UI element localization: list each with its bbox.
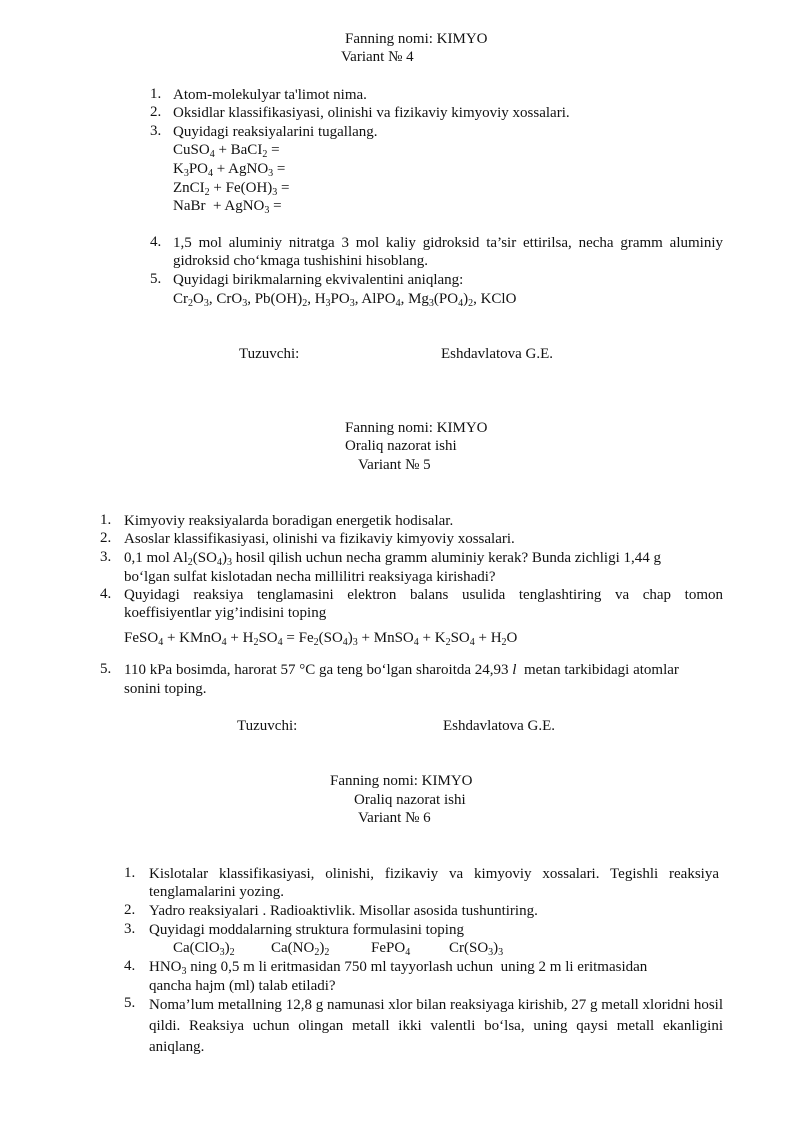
v5-exam-type: Oraliq nazorat ishi [345, 438, 457, 454]
v5-q5-line1: 110 kPa bosimda, harorat 57 °C ga teng bo‘lgan sharoitda 24,93 l metan tarkibidagi atomlar [124, 662, 679, 678]
v6-num-5: 5. [124, 995, 136, 1011]
v4-compounds: $Cr_2O_3$, CrO$_3$, $Pb(OH)_2$, $H_3PO_3$, AlPO$_4$, $Mg_3(PO_4)_2$, KClO [173, 291, 517, 309]
v5-compiler-name: Eshdavlatova G.E. [443, 718, 556, 734]
v4-compiler-name: Eshdavlatova G.E. [441, 346, 554, 362]
v6-q2: Yadro reaksiyalari . Radioaktivlik. Misollar asosida tushuntiring. [149, 903, 538, 919]
v4-q4: 1,5 mol aluminiy nitratga 3 mol kaliy gidroksid ta’sir ettirilsa, necha gramm aluminiy gidroksid cho‘kmaga tushishini hisoblang. [173, 235, 723, 269]
v6-q1: Kislotalar klassifikasiyasi, olinishi, fizikaviy va kimyoviy xossalari. Tegishli reaksiya tenglamalarini yozing. [149, 866, 719, 900]
v5-q3-line2: bo‘lgan sulfat kislotadan necha millilitri reaksiyaga kirishadi? [124, 569, 496, 585]
v6-exam-type: Oraliq nazorat ishi [354, 792, 466, 808]
v5-subject: Fanning nomi: KIMYO [345, 420, 488, 436]
v6-num-3: 3. [124, 921, 136, 937]
v4-num-1: 1. [150, 86, 162, 102]
v4-q3: Quyidagi reaksiyalarini tugallang. [173, 124, 378, 140]
v5-num-5: 5. [100, 661, 112, 677]
v5-num-4: 4. [100, 586, 112, 602]
v4-num-2: 2. [150, 104, 162, 120]
v6-variant: Variant № 6 [358, 810, 431, 826]
v4-q1: Atom-molekulyar ta'limot nima. [173, 87, 367, 103]
v6-num-1: 1. [124, 865, 136, 881]
v6-q5: Noma’lum metallning 12,8 g namunasi xlor bilan reaksiyaga kirishib, 27 g metall xloridni hosil qildi. Reaksiya uchun olingan metall ikki valentli bo‘lsa, uning qaysi metall ekanligini aniqlang. [149, 997, 723, 1055]
v5-q2: Asoslar klassifikasiyasi, olinishi va fizikaviy kimyoviy xossalari. [124, 531, 515, 547]
v4-num-3: 3. [150, 123, 162, 139]
v5-q4: Quyidagi reaksiya tenglamasini elektron balans usulida tenglashtiring va chap tomon koeffisiyentlar yig’indisini toping [124, 587, 723, 621]
v4-num-4: 4. [150, 234, 162, 250]
v4-num-5: 5. [150, 271, 162, 287]
v4-reaction-2: $K_3PO_4$ + AgNO$_3$ = [173, 161, 286, 179]
v6-q3: Quyidagi moddalarning struktura formulasini toping [149, 922, 464, 938]
v4-reaction-3: ZnCI$_2$ + $Fe(OH)_3$ = [173, 180, 290, 198]
v5-num-2: 2. [100, 530, 112, 546]
v5-q1: Kimyoviy reaksiyalarda boradigan energetik hodisalar. [124, 513, 454, 529]
v5-q3-line1: 0,1 mol $Al_2(SO_4)_3$ hosil qilish uchun necha gramm aluminiy kerak? Bunda zichligi 1,44 g [124, 550, 662, 568]
v4-subject: Fanning nomi: KIMYO [345, 31, 488, 47]
v6-subject: Fanning nomi: KIMYO [330, 773, 473, 789]
v6-q4-line2: qancha hajm (ml) talab etiladi? [149, 978, 336, 994]
v4-q2: Oksidlar klassifikasiyasi, olinishi va fizikaviy kimyoviy xossalari. [173, 105, 570, 121]
v6-formula-3: FePO$_4$ [371, 940, 411, 958]
v6-formula-2: $Ca(NO_2)_2$ [271, 940, 330, 958]
v5-num-1: 1. [100, 512, 112, 528]
v5-q5-line2: sonini toping. [124, 681, 207, 697]
v4-q5: Quyidagi birikmalarning ekvivalentini aniqlang: [173, 272, 464, 288]
v6-q4-line1: $HNO_3$ ning 0,5 m li eritmasidan 750 ml tayyorlash uchun uning 2 m li eritmasidan [149, 959, 648, 977]
v4-reaction-1: CuSO$_4$ + BaCI$_2$ = [173, 142, 280, 160]
v6-formula-1: $Ca(ClO_3)_2$ [173, 940, 235, 958]
v4-variant: Variant № 4 [341, 49, 414, 65]
v6-num-4: 4. [124, 958, 136, 974]
v6-num-2: 2. [124, 902, 136, 918]
v5-num-3: 3. [100, 549, 112, 565]
v5-variant: Variant № 5 [358, 457, 431, 473]
v4-compiler-label: Tuzuvchi: [239, 346, 300, 362]
v4-reaction-4: NaBr + AgNO$_3$ = [173, 198, 282, 216]
v6-formula-4: $Cr(SO_3)_3$ [449, 940, 504, 958]
v5-compiler-label: Tuzuvchi: [237, 718, 298, 734]
v5-equation: FeSO$_4$ + KMnO$_4$ + $H_2SO_4 = Fe_2(SO_4)_3$ + MnSO$_4$ + $K_2SO_4 + H_2O$ [124, 630, 518, 648]
